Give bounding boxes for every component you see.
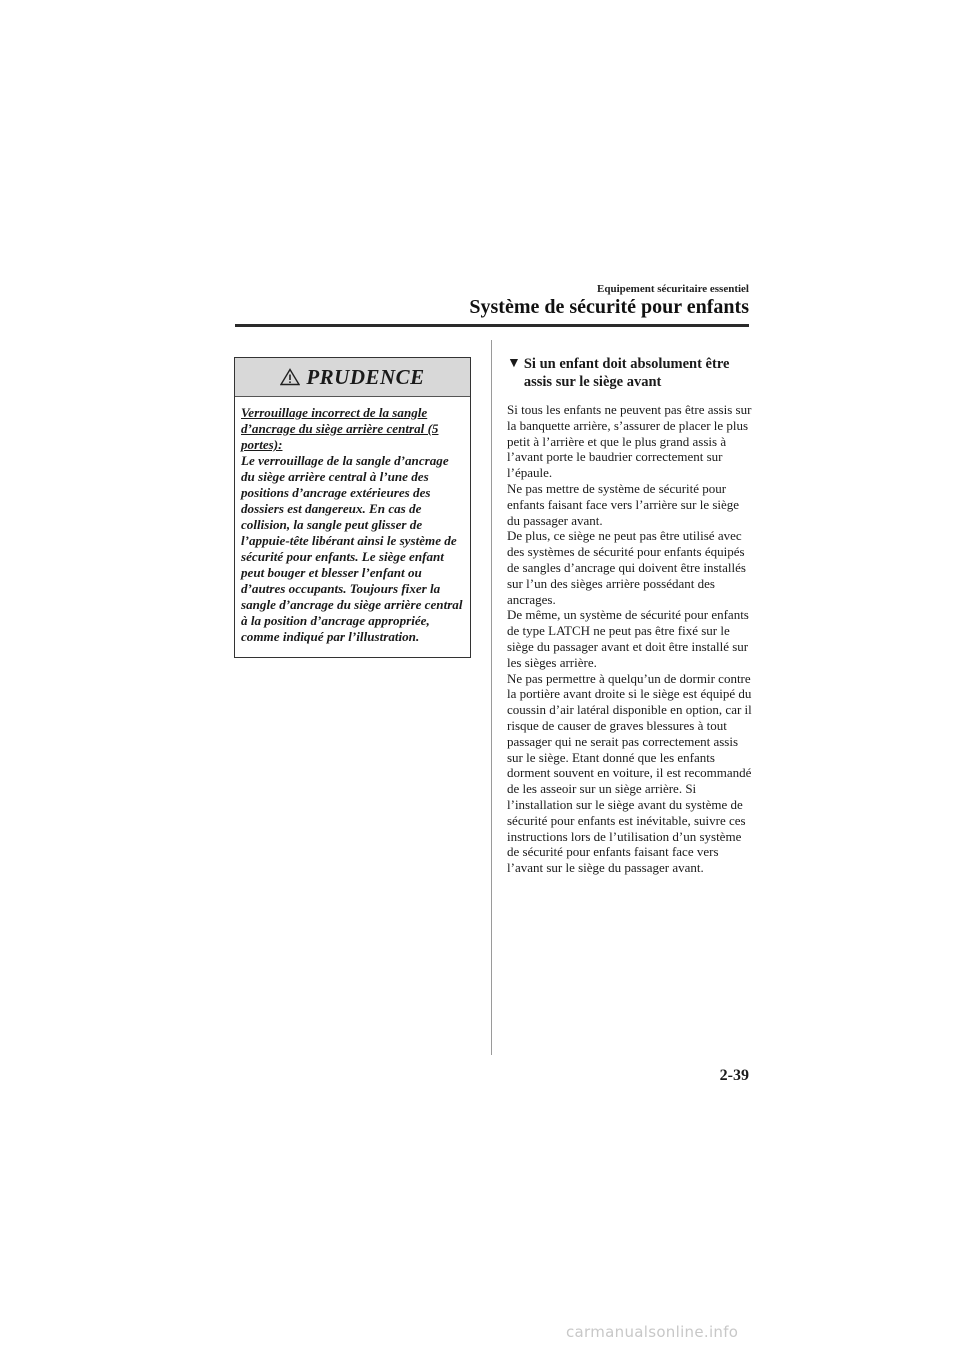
paragraph: Ne pas permettre à quelqu’un de dormir contre la portière avant droite si le siège est équipé du coussin d’air latéral disponible en option, car il risque de causer de graves blessures à tout passager qui ne serait pas correctement assis sur le siège. Etant donné que les enfants dorment souvent en voiture, il est recommandé de les asseoir sur un siège arrière. Si l’installation sur le siège avant du système de sécurité pour enfants est inévitable, suivre ces instructions lors de l’utilisation d’un système de sécurité pour enfants faisant face vers l’avant sur le siège du passager avant. — [507, 670, 752, 876]
watermark-url: carmanualsonline.info — [566, 1323, 739, 1341]
warning-triangle-icon — [280, 368, 300, 386]
triangle-marker-icon: ▼ — [507, 356, 521, 371]
chapter-label: Equipement sécuritaire essentiel — [597, 283, 749, 295]
caution-title: PRUDENCE — [306, 364, 425, 389]
page-title: Système de sécurité pour enfants — [469, 296, 749, 318]
paragraph: Ne pas mettre de système de sécurité pour enfants faisant face vers l’arrière sur le siège du passager avant. — [507, 480, 740, 528]
caution-box — [234, 357, 471, 658]
page-number: 2-39 — [719, 1067, 749, 1084]
column-divider — [491, 340, 492, 1055]
paragraph: De plus, ce siège ne peut pas être utilisé avec des systèmes de sécurité pour enfants équipés de sangles d’ancrage qui doivent être installés sur l’un des sièges arrière possédant des ancrages. — [507, 528, 746, 607]
section-heading-text: Si un enfant doit absolument être assis sur le siège avant — [523, 356, 730, 390]
paragraph: Si tous les enfants ne peuvent pas être assis sur la banquette arrière, s’assurer de placer le plus petit à l’arrière et que le plus grand assis à l’avant porte le baudrier correctement sur l’épaule. — [507, 402, 752, 481]
caution-subtitle: Verrouillage incorrect de la sangle d’ancrage du siège arrière central (5 portes): — [241, 405, 439, 452]
right-column — [507, 355, 752, 876]
header-rule — [235, 324, 749, 327]
caution-body — [235, 397, 470, 645]
caution-header — [235, 358, 470, 397]
section-heading — [507, 355, 752, 391]
body-text — [507, 402, 752, 876]
paragraph: De même, un système de sécurité pour enfants de type LATCH ne peut pas être fixé sur le siège du passager avant et doit être installé sur les sièges arrière. — [507, 607, 749, 670]
caution-text: Le verrouillage de la sangle d’ancrage du siège arrière central à l’une des positions d’ancrage extérieures des dossiers est dangereux. En cas de collision, la sangle peut glisser de l’appuie-tête libérant ainsi le système de sécurité pour enfants. Le siège enfant peut bouger et blesser l’enfant ou d’autres occupants. Toujours fixer la sangle d’ancrage du siège arrière central à la position d’ancrage appropriée, comme indiqué par l’illustration. — [241, 453, 463, 644]
